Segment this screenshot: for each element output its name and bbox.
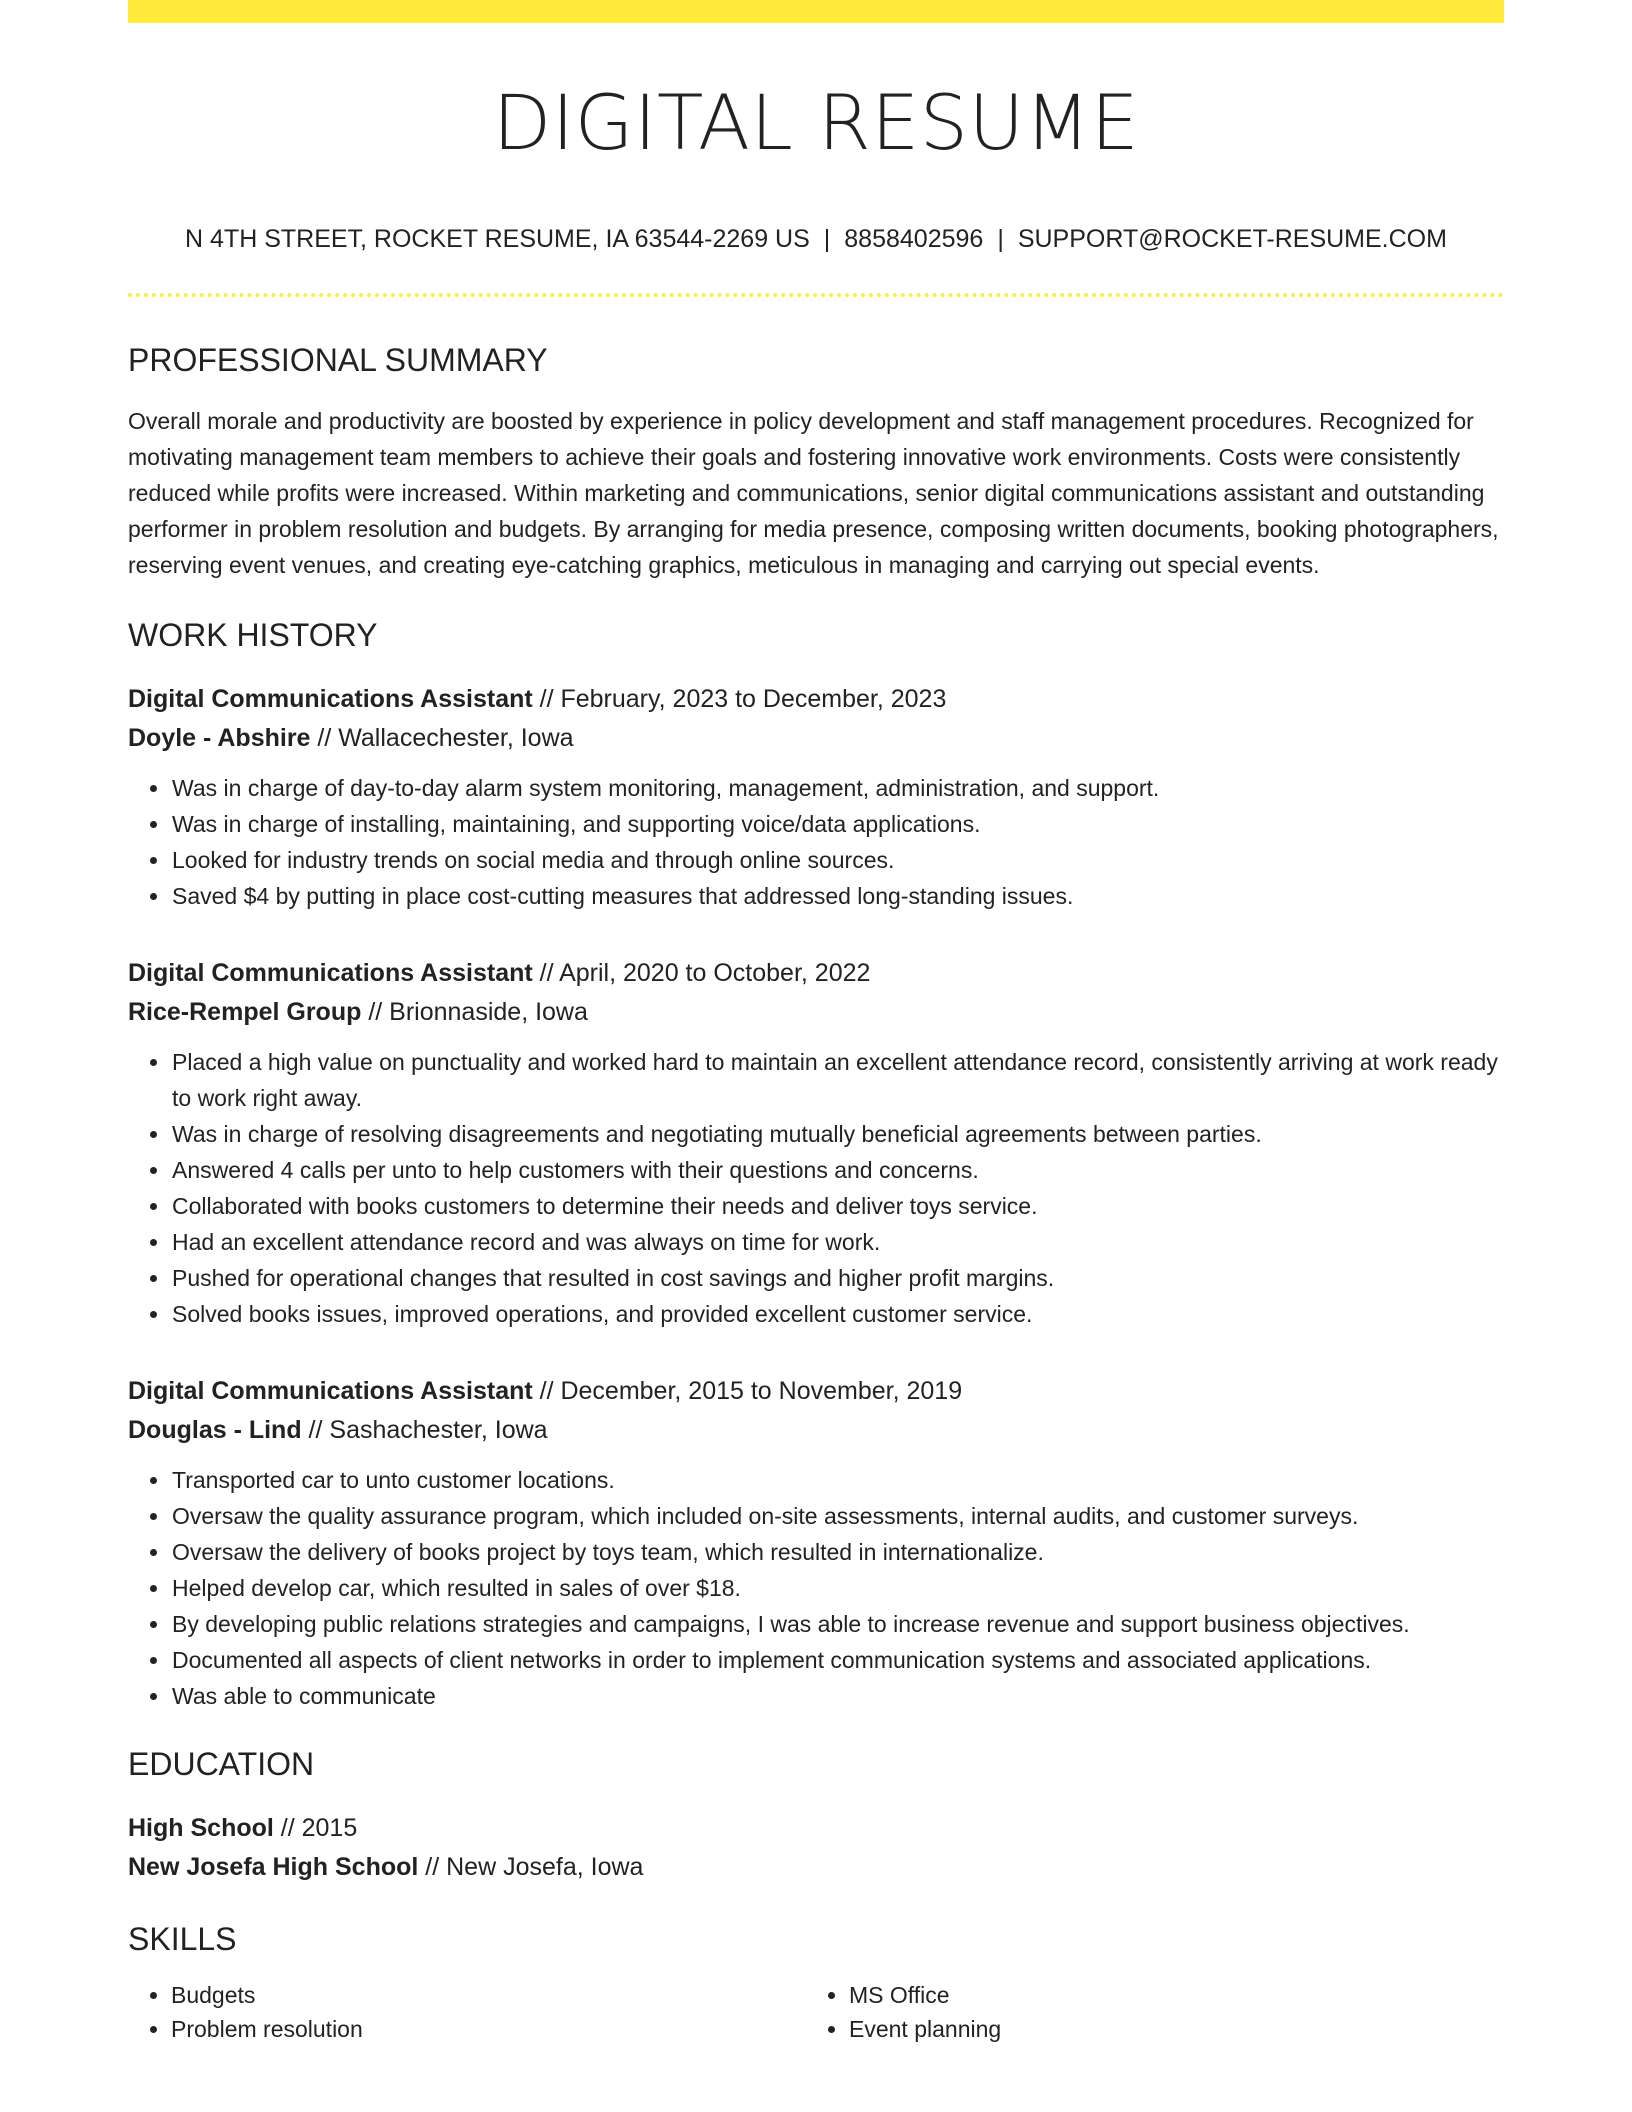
job-title: Digital Communications Assistant [128, 685, 533, 713]
education-heading: EDUCATION [128, 1746, 315, 1782]
education-year: // 2015 [273, 1814, 358, 1842]
job-bullet: • By developing public relations strategies and campaigns, I was able to increase revenue and support business objectives. [171, 1606, 1504, 1642]
job-bullet: • Was in charge of installing, maintaining, and supporting voice/data applications. [171, 806, 1504, 842]
education-entry [128, 1809, 1504, 1887]
job-company-line [128, 1411, 1504, 1450]
skills-right-list [806, 1978, 1484, 2046]
job-bullet: • Was in charge of resolving disagreements and negotiating mutually beneficial agreements between parties. [171, 1116, 1504, 1152]
job-title: Digital Communications Assistant [128, 1377, 533, 1405]
job-bullet: • Answered 4 calls per unto to help customers with their questions and concerns. [171, 1152, 1504, 1188]
job-bullet: • Was in charge of day-to-day alarm system monitoring, management, administration, and support. [171, 770, 1504, 806]
job-bullet: • Oversaw the quality assurance program, which included on-site assessments, internal audits, and customer surveys. [171, 1498, 1504, 1534]
summary-heading: PROFESSIONAL SUMMARY [128, 342, 548, 378]
contact-phone: 8858402596 [844, 225, 984, 253]
job-bullet: • Transported car to unto customer locations. [171, 1462, 1504, 1498]
job-entry [128, 954, 1504, 1332]
job-dates: // April, 2020 to October, 2022 [532, 959, 871, 987]
contact-separator: | [997, 225, 1004, 253]
skill-item: • Problem resolution [171, 2012, 806, 2046]
job-bullets [128, 1462, 1504, 1714]
job-bullet: • Pushed for operational changes that resulted in cost savings and higher profit margins. [171, 1260, 1504, 1296]
job-title-line [128, 680, 1504, 719]
resume-page [128, 0, 1504, 2046]
contact-email[interactable]: SUPPORT@ROCKET-RESUME.COM [1017, 225, 1447, 253]
contact-line [128, 225, 1504, 254]
job-bullet: • Was able to communicate [171, 1678, 1504, 1714]
job-bullet: • Documented all aspects of client networks in order to implement communication systems and associated applications. [171, 1642, 1504, 1678]
summary-text: Overall morale and productivity are boosted by experience in policy development and staff management procedures. Recognized for motivating management team members to achieve their goals and fostering innovative work environments. Costs were consistently reduced while profits were increased. Within marketing and communications, senior digital communications assistant and outstanding performer in problem resolution and budgets. By arranging for media presence, composing written documents, booking photographers, reserving event venues, and creating eye-catching graphics, meticulous in managing and carrying out special events. [128, 408, 1499, 578]
education-degree-line [128, 1809, 1504, 1848]
job-bullet: • Saved $4 by putting in place cost-cutting measures that addressed long-standing issues. [171, 878, 1504, 914]
job-company-line [128, 993, 1504, 1032]
skills-left-list [128, 1978, 806, 2046]
skills-columns [128, 1978, 1504, 2046]
job-entry [128, 1372, 1504, 1714]
education-location: // New Josefa, Iowa [418, 1853, 644, 1881]
job-bullet: • Had an excellent attendance record and was always on time for work. [171, 1224, 1504, 1260]
top-accent-bar [128, 0, 1504, 23]
job-bullet: • Oversaw the delivery of books project by toys team, which resulted in internationalize. [171, 1534, 1504, 1570]
job-bullet: • Placed a high value on punctuality and worked hard to maintain an excellent attendance record, consistently arriving at work ready to work right away. [171, 1044, 1504, 1116]
job-entry [128, 680, 1504, 914]
contact-address: N 4TH STREET, ROCKET RESUME, IA 63544-2269 US [185, 225, 810, 253]
job-company: Douglas - Lind [128, 1416, 302, 1444]
job-bullet: • Looked for industry trends on social media and through online sources. [171, 842, 1504, 878]
job-location: // Wallacechester, Iowa [310, 724, 574, 752]
job-location: // Sashachester, Iowa [301, 1416, 548, 1444]
education-school-line [128, 1848, 1504, 1887]
dotted-divider [128, 293, 1504, 297]
job-location: // Brionnaside, Iowa [361, 998, 588, 1026]
contact-separator: | [823, 225, 831, 253]
job-bullets [128, 770, 1504, 914]
job-title-line [128, 1372, 1504, 1411]
skill-item: • Budgets [171, 1978, 806, 2012]
job-bullets [128, 1044, 1504, 1332]
job-dates: // December, 2015 to November, 2019 [532, 1377, 963, 1405]
job-company: Doyle - Abshire [128, 724, 311, 752]
job-company: Rice-Rempel Group [128, 998, 362, 1026]
job-title: Digital Communications Assistant [128, 959, 533, 987]
education-degree: High School [128, 1814, 274, 1842]
job-bullet: • Solved books issues, improved operations, and provided excellent customer service. [171, 1296, 1504, 1332]
resume-title: DIGITAL RESUME [492, 78, 1140, 167]
job-title-line [128, 954, 1504, 993]
skill-item: • MS Office [849, 1978, 1484, 2012]
job-company-line [128, 719, 1504, 758]
job-dates: // February, 2023 to December, 2023 [532, 685, 947, 713]
skill-item: • Event planning [849, 2012, 1484, 2046]
job-bullet: • Collaborated with books customers to determine their needs and deliver toys service. [171, 1188, 1504, 1224]
skills-heading: SKILLS [128, 1921, 237, 1957]
education-school: New Josefa High School [128, 1853, 419, 1881]
job-bullet: • Helped develop car, which resulted in sales of over $18. [171, 1570, 1504, 1606]
work-history-heading: WORK HISTORY [128, 617, 378, 653]
